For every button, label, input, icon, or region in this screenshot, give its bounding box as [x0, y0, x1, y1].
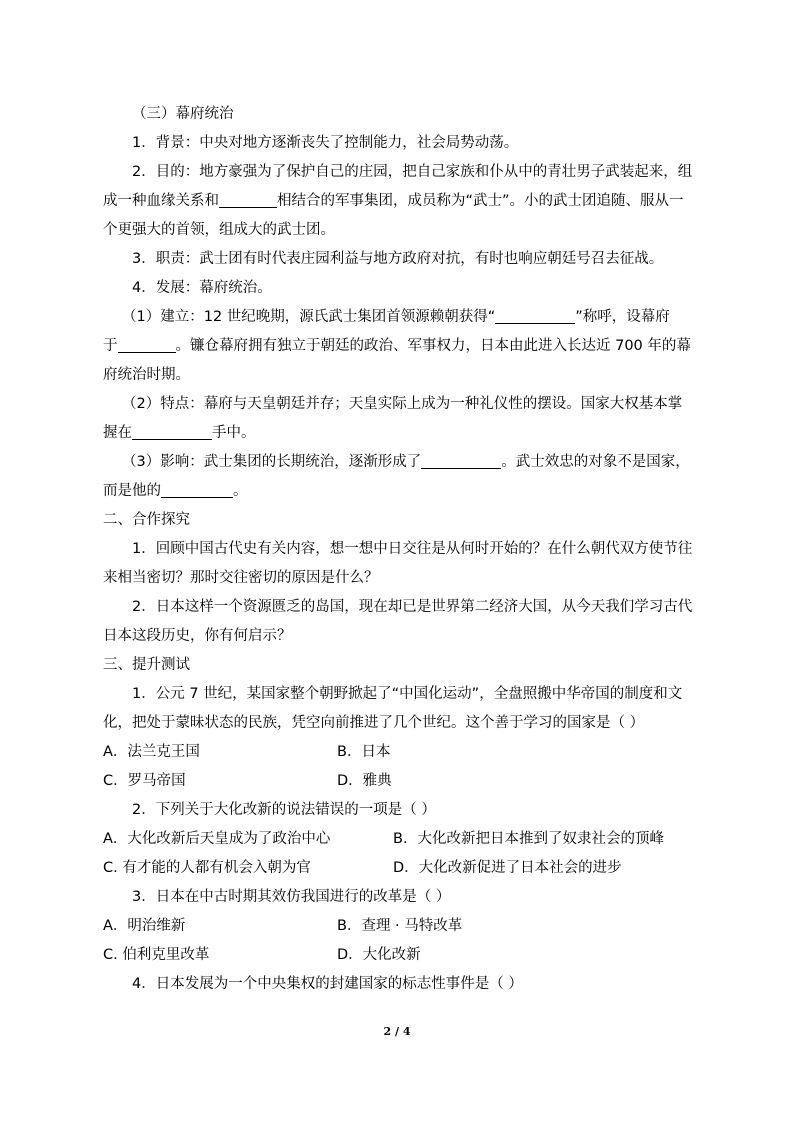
- test-question-3-options-cd: [103, 941, 693, 970]
- option-b[interactable]: B．查理 · 马特改革: [337, 918, 463, 934]
- document-body: [103, 100, 693, 999]
- influence-item: （3）影响：武士集团的长期统治，逐渐形成了 。武士效忠的对象不是国家，: [122, 454, 690, 470]
- option-a[interactable]: A．明治维新: [103, 918, 186, 934]
- option-c[interactable]: C．罗马帝国: [103, 773, 186, 789]
- establishment-item: （1）建立：12 世纪晚期，源氏武士集团首领源赖朝获得“ ”称呼，设幕府: [122, 309, 670, 325]
- inquiry-question-1: 1．回顾中国古代史有关内容，想一想中日交往是从何时开始的？在什么朝代双方使节往: [132, 541, 693, 557]
- purpose-item: 2．目的：地方豪强为了保护自己的庄园，把自己家族和仆从中的青壮男子武装起来，组: [132, 164, 693, 180]
- fill-blank[interactable]: [421, 452, 501, 469]
- inquiry-question-1-line-2: 来相当密切？那时交往密切的原因是什么？: [103, 570, 379, 586]
- option-a[interactable]: A．大化改新后天皇成为了政治中心: [103, 831, 331, 847]
- option-d[interactable]: D．大化改新: [337, 947, 421, 963]
- option-c[interactable]: C. 伯利克里改革: [103, 947, 210, 963]
- test-question-4: 4．日本发展为一个中央集权的封建国家的标志性事件是（ ）: [132, 976, 523, 992]
- option-c[interactable]: C. 有才能的人都有机会入朝为官: [103, 860, 311, 876]
- feature-line-2: 握在 手中。: [103, 425, 256, 441]
- inquiry-question-2-line-2: 日本这段历史，你有何启示？: [103, 628, 292, 644]
- option-d[interactable]: D．大化改新促进了日本社会的进步: [393, 860, 622, 876]
- test-question-1-options-cd: [103, 767, 693, 796]
- purpose-line-2: 成一种血缘关系和 相结合的军事集团，成员称为“武士”。小的武士团追随、服从一: [103, 193, 684, 209]
- fill-blank[interactable]: [132, 423, 212, 440]
- page-number: 2 / 4: [383, 1025, 411, 1038]
- development-item: 4．发展：幕府统治。: [132, 280, 272, 296]
- fill-blank[interactable]: [219, 191, 277, 208]
- part-two-heading: 二、合作探究: [103, 512, 190, 528]
- fill-blank[interactable]: [495, 307, 575, 324]
- inquiry-question-2: 2．日本这样一个资源匮乏的岛国，现在却已是世界第二经济大国，从今天我们学习古代: [132, 599, 693, 615]
- test-question-2-options-ab: [103, 825, 693, 854]
- option-b[interactable]: B．大化改新把日本推到了奴隶社会的顶峰: [393, 831, 664, 847]
- fill-blank[interactable]: [161, 481, 233, 498]
- option-d[interactable]: D．雅典: [337, 773, 392, 789]
- test-question-2: 2．下列关于大化改新的说法错误的一项是（ ）: [132, 802, 436, 818]
- background-item: 1．背景：中央对地方逐渐丧失了控制能力，社会局势动荡。: [132, 135, 519, 151]
- option-a[interactable]: A．法兰克王国: [103, 744, 200, 760]
- test-question-2-options-cd: [103, 854, 693, 883]
- fill-blank[interactable]: [118, 336, 176, 353]
- test-question-1-line-2: 化，把处于蒙昧状态的民族，凭空向前推进了几个世纪。这个善于学习的国家是（ ）: [103, 715, 645, 731]
- section-heading: （三）幕府统治: [132, 106, 234, 122]
- part-three-heading: 三、提升测试: [103, 657, 190, 673]
- test-question-1: 1．公元 7 世纪，某国家整个朝野掀起了“中国化运动”，全盘照搬中华帝国的制度和文: [132, 686, 683, 702]
- establishment-line-3: 府统治时期。: [103, 367, 190, 383]
- purpose-line-3: 个更强大的首领，组成大的武士团。: [103, 222, 335, 238]
- test-question-3: 3．日本在中古时期其效仿我国进行的改革是（ ）: [132, 889, 451, 905]
- feature-item: （2）特点：幕府与天皇朝廷并存；天皇实际上成为一种礼仪性的摆设。国家大权基本掌: [122, 396, 683, 412]
- duty-item: 3．职责：武士团有时代表庄园利益与地方政府对抗，有时也响应朝廷号召去征战。: [132, 251, 664, 267]
- establishment-line-2: 于 。镰仓幕府拥有独立于朝廷的政治、军事权力，日本由此进入长达近 700 年的幕: [103, 338, 691, 354]
- influence-line-2: 而是他的 。: [103, 483, 248, 499]
- test-question-3-options-ab: [103, 912, 693, 941]
- option-b[interactable]: B．日本: [337, 744, 391, 760]
- test-question-1-options-ab: [103, 738, 693, 767]
